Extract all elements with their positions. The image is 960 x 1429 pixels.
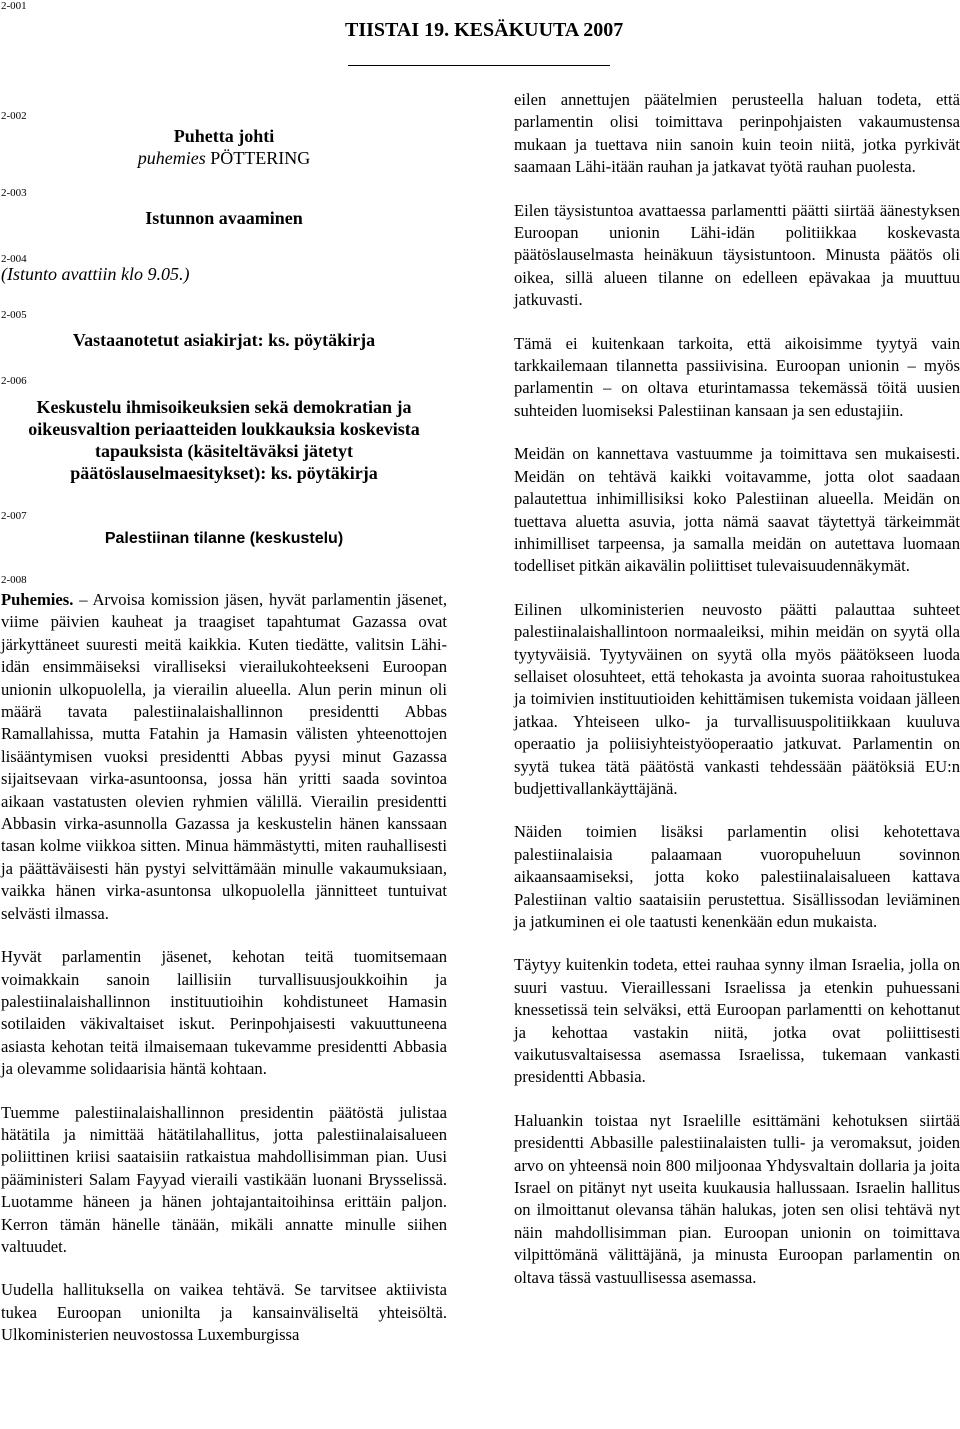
debate-title-line-3: tapauksista (käsiteltäväksi jätetyt [94, 441, 353, 461]
paragraph-left-1 [1, 589, 447, 925]
paragraph-right-1: eilen annettujen päätelmien perusteella haluan todeta, että parlamentin olisi toimittava perinpohjaisten vakaumustensa mukaan ja tuettava niin sanoin kuin teoin niitä, jotka pyrkivät saamaan Lähi-itään rauhan ja jatkavat työtä rauhan puolesta. [514, 90, 960, 177]
right-column [514, 89, 960, 1289]
paragraph-right-6: Näiden toimien lisäksi parlamentin olisi kehotettava palestiinalaisia palaamaan vuoropuheluun sovinnon aikaansaamiseksi, jotta koko palestiinalaisalueen kattava Palestiinan valtio saataisiin perustettua. Sisällissodan leviäminen ja jatkuminen ei ole taatusti kenenkään edun mukaista. [514, 822, 960, 931]
opening-note: (Istunto avattiin klo 9.05.) [1, 264, 190, 284]
header-rule [348, 65, 610, 66]
debate-title-line-4: päätöslauselmaesitykset): ks. pöytäkirja [70, 463, 378, 483]
paragraph-left-3: Tuemme palestiinalaishallinnon presidentin päätöstä julistaa hätätila ja nimittää hätätilahallitus, jotta palestiinalaisalueen poliittinen kriisi saataisiin ratkaistua mahdollisimman pian. Uusi pääministeri Salam Fayyad vieraili vastikään luonani Brysselissä. Luotamme häneen ja hänen johtajantaitoihinsa erittäin paljon. Kerron tämän hänelle tänään, mikäli annatte minulle siihen valtuudet. [1, 1102, 447, 1256]
paragraph-right-2: Eilen täysistuntoa avattaessa parlamentti päätti siirtää äänestyksen Euroopan unionin Lähi-idän politiikkaa koskevasta päätöslauselmasta heinäkuun täysistuntoon. Minusta päätös oli oikea, sillä alueen tilanne on edelleen epävakaa ja muuttuu jatkuvasti. [514, 200, 960, 310]
margin-code-2-005: 2-005 [1, 309, 27, 321]
paragraph-right-7: Täytyy kuitenkin todeta, ettei rauhaa synny ilman Israelia, jolla on suuri vastuu. Vieraillessani Israelissa ja etenkin puhuessani knessetissä tein selväksi, että Euroopan parlamentti on kehottanut ja kehottaa vastakin niitä, jotka ovat poliittisesti vaikutusvaltaisessa asemassa Israelissa, tukemaan vankasti presidentti Abbasia. [514, 955, 960, 1087]
paragraph-left-4: Uudella hallituksella on vaikea tehtävä. Se tarvitsee aktiivista tukea Euroopan unionilta ja kansainväliseltä yhteisöltä. Ulkoministerien neuvostossa Luxemburgissa [1, 1280, 447, 1345]
chair-name: puhemies PÖTTERING [137, 148, 311, 168]
debate-title-line-1: Keskustelu ihmisoikeuksien sekä demokratian ja [36, 397, 412, 417]
paragraph-right-3: Tämä ei kuitenkaan tarkoita, että aikoisimme tyytyä vain tarkkailemaan tilannetta passiivisina. Euroopan unionin – myös parlamentin – on oltava eturintamassa tekemässä töitä uusien suhteiden luomiseksi Palestiinan kansaan ja sen edustajiin. [514, 333, 960, 420]
page-date-header: TIISTAI 19. KESÄKUUTA 2007 [345, 19, 624, 41]
paragraph-right-8: Haluankin toistaa nyt Israelille esittämäni kehotuksen siirtää presidentti Abbasille palestiinalaisten tulli- ja veromaksut, joiden arvo on yhteensä noin 800 miljoonaa Yhdysvaltain dollaria ja joita Israel on pitänyt nyt useita kuukausia hallussaan. Israelin hallitus on ilmoittanut olevansa tähän halukas, joten sen olisi tehtävä nyt näin mahdollisimman pian. Euroopan unionin on toimittava vilpittömänä välittäjänä, ja minusta Euroopan parlamentin on oltava tässä vastuullisessa asemassa. [514, 1110, 960, 1287]
paragraph-left-1-text: – Arvoisa komission jäsen, hyvät parlamentin jäsenet, viime päivien kauheat ja traagiset tapahtumat Gazassa ovat järkyttäneet suuresti meitä kaikkia. Kuten tiedätte, valitsin Lähi-idän ensimmäiseksi viralliseksi vierailukohteekseni Euroopan unionin ulkopuolella, ja vierailin alueella. Alun perin minun oli määrä tavata palestiinalaishallinnon presidentti Abbas Ramallahissa, mutta Fatahin ja Hamasin välisten yhteenottojen lisääntymisen vuoksi presidentti Abbas pyysi minut Gazassa sijaitsevaan virka-asuntoonsa, jossa hän yritti saada sovintoa aikaan vastatusten olevien ryhmien välillä. Vierailin presidentti Abbasin virka-asunnolla Gazassa ja keskustelin hänen kanssaan tasan kolme viikkoa sitten. Minua hämmästytti, miten rauhallisesti ja päättäväisesti hän pystyi selvittämään minulle vakaumuksiaan, vaikka hänen virka-asuntonsa ulkopuolella jännitteet tuntuivat selvästi ilmassa. [1, 590, 447, 923]
speaker-name: Puhemies. [1, 590, 74, 609]
margin-code-2-002: 2-002 [1, 110, 27, 122]
margin-code-2-003: 2-003 [1, 187, 27, 199]
margin-code-2-006: 2-006 [1, 375, 27, 387]
paragraph-right-5: Eilinen ulkoministerien neuvosto päätti palauttaa suhteet palestiinalaishallintoon normaaleiksi, mihin meidän on syytä olla tyytyväisiä. Tyytyväinen on syytä olla myös päätökseen luoda sellaiset olosuhteet, että tehokasta ja avointa suoraa rahoitustukea ja toimivien instituutioiden kehittämisen tukemista voidaan jälleen jatkaa. Yhteiseen ulko- ja turvallisuuspolitiikkaan kuuluva operaatio ja poliisiyhteistyöoperaatio jatkuvat. Parlamentin on syytä tukea tätä päätöstä vankasti tehdessään päätöksiä EU:n budjettivallankäyttäjänä. [514, 599, 960, 798]
documents-title: Vastaanotetut asiakirjat: ks. pöytäkirja [72, 330, 376, 350]
margin-code-2-008: 2-008 [1, 574, 27, 586]
margin-code-2-001: 2-001 [1, 0, 27, 12]
left-column [1, 589, 447, 1347]
debate-title-line-2: oikeusvaltion periaatteiden loukkauksia koskevista [28, 419, 420, 439]
chair-line: Puhetta johti [173, 126, 275, 146]
paragraph-left-2: Hyvät parlamentin jäsenet, kehotan teitä tuomitsemaan voimakkain sanoin laillisiin turvallisuusjoukkoihin ja palestiinalaishallinnon instituutioihin kohdistuneet Hamasin sotilaiden väkivaltaiset iskut. Perinpohjaisesti vakuuttuneena asiasta kehotan teitä ilmaisemaan tukevamme presidentti Abbasia ja olevamme solidaarisia häntä kohtaan. [1, 947, 447, 1079]
margin-code-2-007: 2-007 [1, 510, 27, 522]
margin-code-2-004: 2-004 [1, 253, 27, 265]
paragraph-right-4: Meidän on kannettava vastuumme ja toimittava sen mukaisesti. Meidän on tehtävä kaikki voitavamme, jotta olot saadaan palautettua inhimillisiksi koko Palestiinan alueella. Meidän on tuettava aluetta asuvia, jotta nämä saavat täytettyä tärkeimmät inhimilliset tarpeensa, ja samalla meidän on autettava luomaan todelliset pitkän aikavälin poliittiset tulevaisuudennäkymät. [514, 444, 960, 576]
opening-title: Istunnon avaaminen [145, 208, 303, 228]
palestine-debate-title: Palestiinan tilanne (keskustelu) [104, 530, 344, 547]
